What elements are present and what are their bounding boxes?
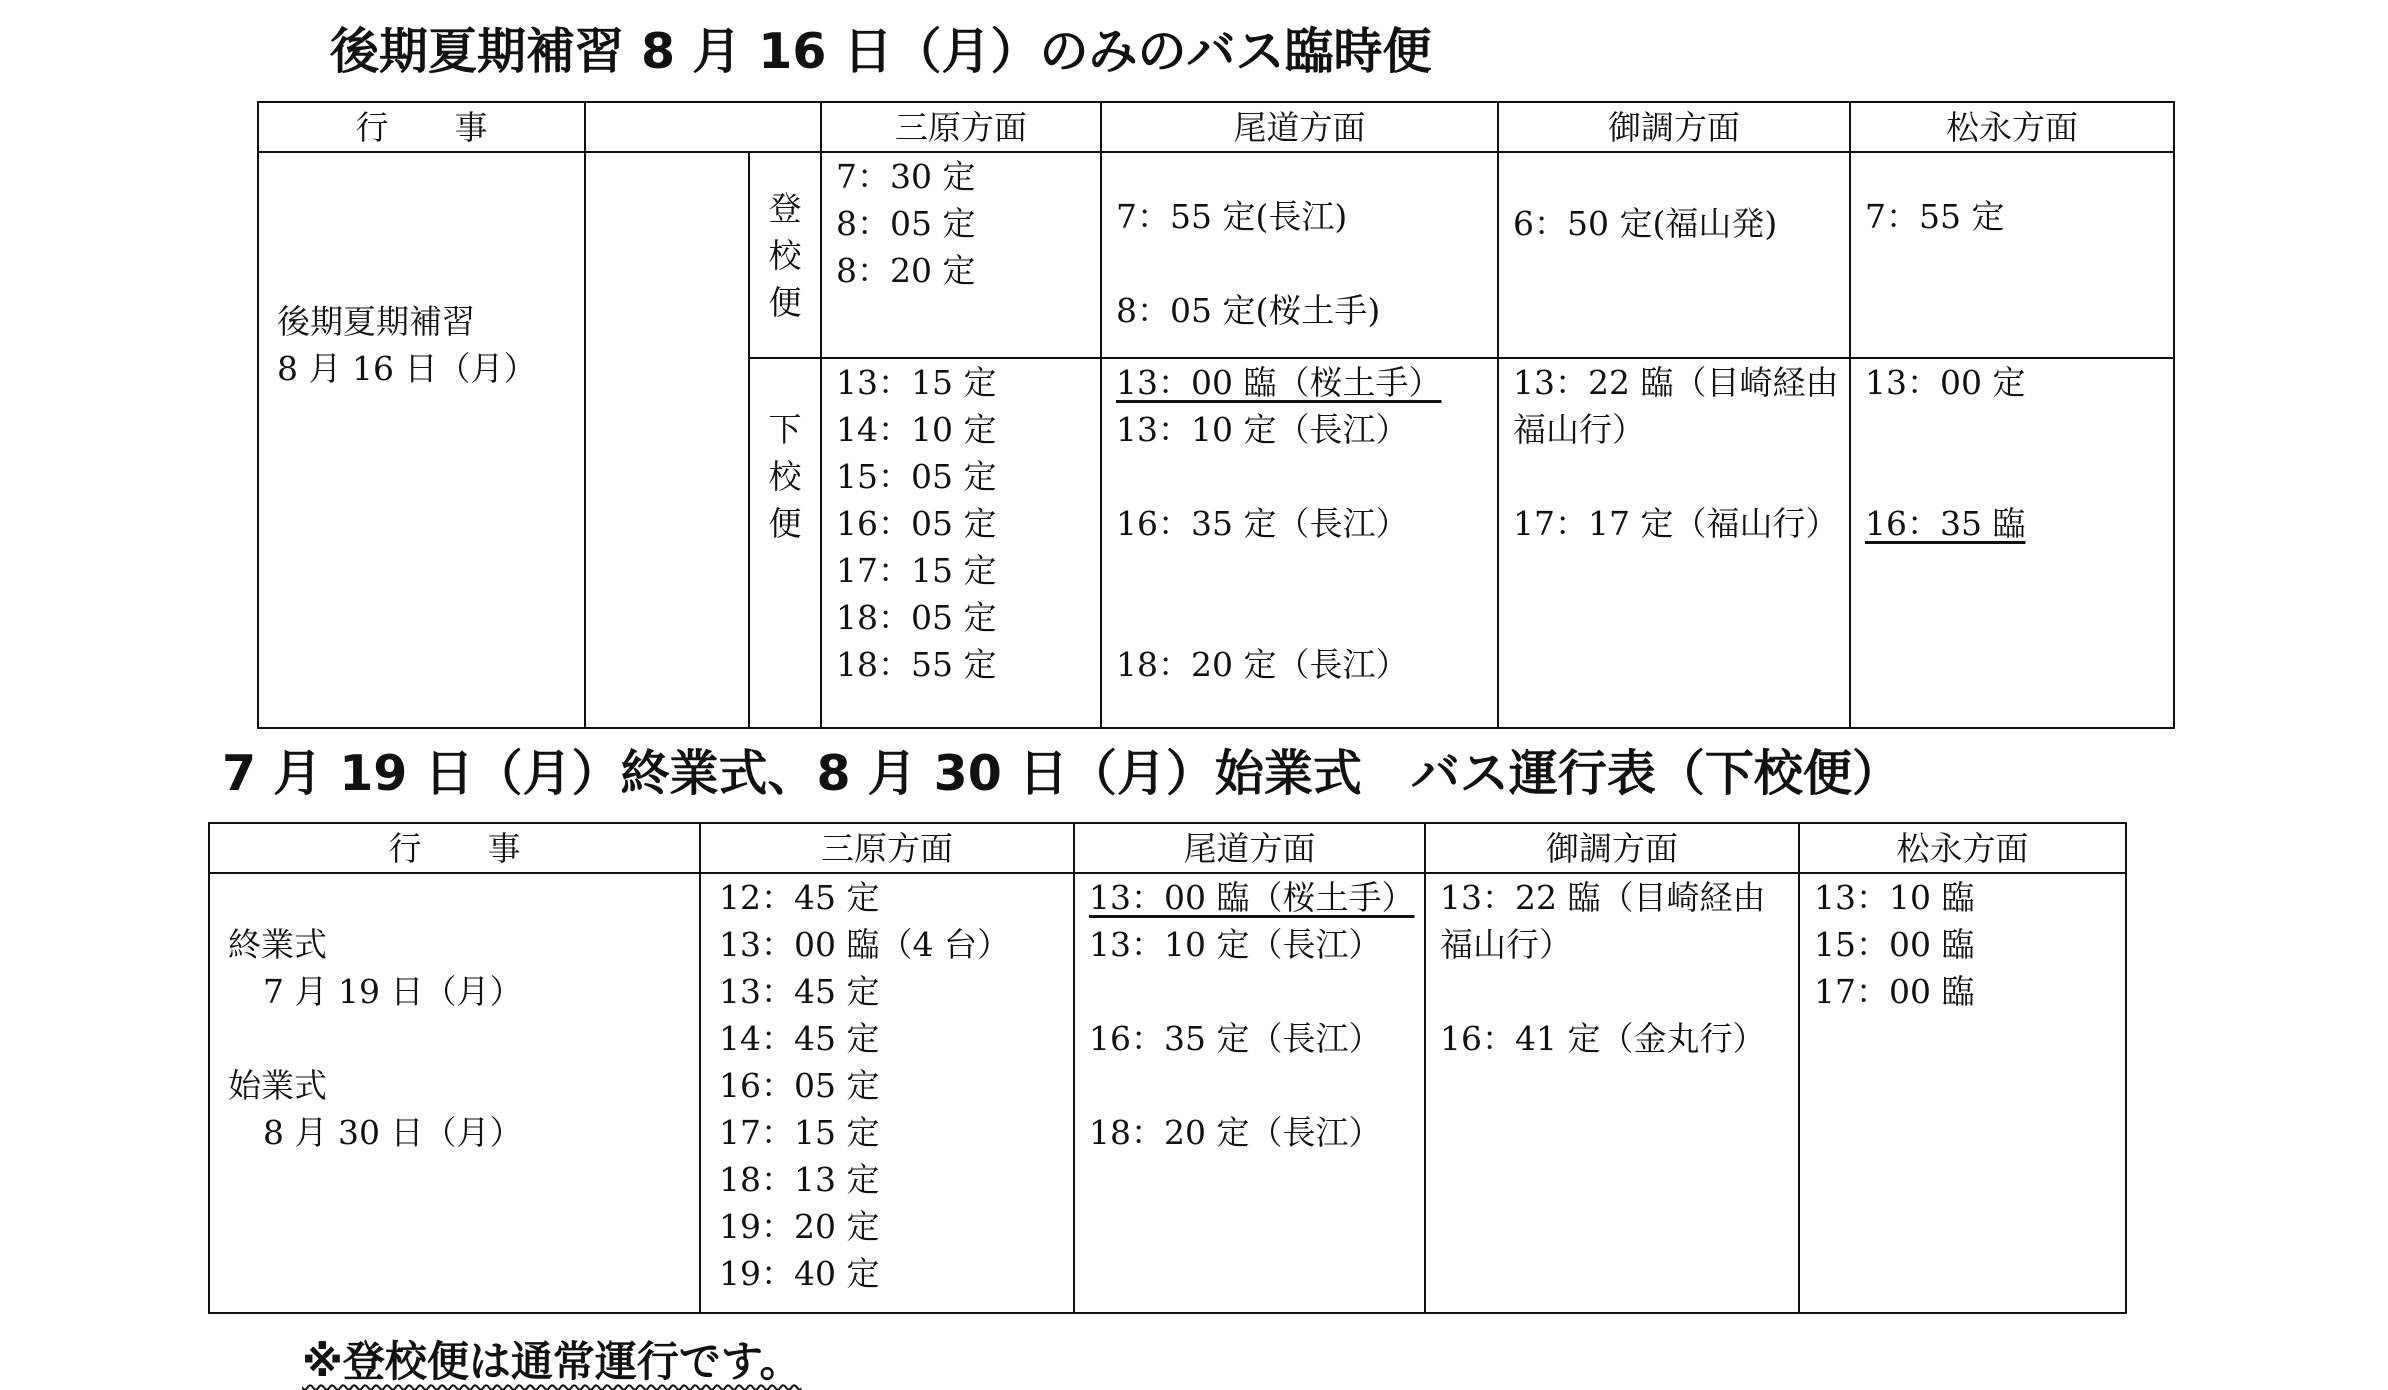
time-entry: 18：55 定 (836, 645, 997, 684)
outbound-mitsugi-cell (1498, 358, 1850, 728)
event-date-closing: 7 月 19 日（月） (263, 972, 523, 1011)
event-date-opening: 8 月 30 日（月） (263, 1113, 523, 1152)
time-entry: 13：22 臨（目崎経由 (1513, 363, 1839, 402)
time-entry: 17：17 定（福山行） (1513, 504, 1839, 543)
inbound-mitsugi-cell (1498, 152, 1850, 358)
header-onomichi: 尾道方面 (1101, 102, 1498, 152)
outbound-label (749, 358, 821, 728)
time-entry: 17：15 定 (719, 1113, 880, 1152)
spacer (1116, 240, 1483, 287)
time-entry: 15：05 定 (836, 457, 997, 496)
time-entry: 13：00 臨（4 台） (719, 925, 1010, 964)
spacer (228, 874, 685, 921)
outbound-mihara-cell (821, 358, 1101, 728)
spacer (1089, 968, 1410, 1015)
time-entry: 17：00 臨 (1814, 972, 1975, 1011)
time-entry: 12：45 定 (719, 878, 880, 917)
spacer (1116, 453, 1483, 500)
time-entry: 6：50 定(福山発) (1513, 204, 1778, 243)
time-entry: 19：40 定 (719, 1254, 880, 1293)
table1-header-row (258, 102, 2174, 152)
header-mitsugi: 御調方面 (1425, 823, 1799, 873)
time-entry: 18：13 定 (719, 1160, 880, 1199)
time-entry: 13：10 臨 (1814, 878, 1975, 917)
spacer (1865, 453, 2159, 500)
event-name-opening: 始業式 (228, 1066, 327, 1105)
outbound-label-char: 下 (768, 410, 802, 449)
footer-note: ※登校便は通常運行です。 (302, 1337, 802, 1386)
inbound-row (258, 152, 2174, 358)
event-name-closing: 終業式 (228, 925, 327, 964)
time-entry: 13：15 定 (836, 363, 997, 402)
time-entry: 19：20 定 (719, 1207, 880, 1246)
event-date: 8 月 16 日（月） (277, 349, 537, 388)
time-entry: 7：30 定 (836, 157, 976, 196)
inbound-matsunaga-cell (1850, 152, 2174, 358)
inbound-onomichi-cell (1101, 152, 1498, 358)
inbound-label-char: 校 (768, 235, 802, 275)
spacer (1116, 594, 1483, 641)
header-mihara: 三原方面 (821, 102, 1101, 152)
time-entry: 8：05 定(桜土手) (1116, 291, 1381, 330)
time-entry: 16：35 定（長江） (1089, 1019, 1382, 1058)
time-entry: 16：05 定 (719, 1066, 880, 1105)
time-entry: 7：55 定(長江) (1116, 197, 1348, 236)
mitsugi-cell (1425, 873, 1799, 1313)
time-entry: 8：05 定 (836, 204, 976, 243)
spacer (1116, 547, 1483, 594)
time-entry-temporary: 16：35 臨 (1865, 504, 2026, 543)
time-entry-temporary: 13：00 臨（桜土手） (1089, 878, 1415, 917)
time-entry: 14：45 定 (719, 1019, 880, 1058)
event-name: 後期夏期補習 (277, 302, 475, 341)
time-entry: 18：20 定（長江） (1116, 645, 1409, 684)
spacer (1513, 453, 1835, 500)
time-entry: 17：15 定 (836, 551, 997, 590)
bus-table-ceremony (208, 822, 2127, 1314)
inbound-mihara-cell (821, 152, 1101, 358)
time-entry: 13：00 定 (1865, 363, 2026, 402)
header-event: 行 事 (209, 823, 700, 873)
time-entry: 13：10 定（長江） (1089, 925, 1382, 964)
header-event: 行 事 (258, 102, 585, 152)
time-entry: 13：45 定 (719, 972, 880, 1011)
event-cell (209, 873, 700, 1313)
table1-title: 後期夏期補習 8 月 16 日（月）のみのバス臨時便 (330, 23, 1432, 80)
time-entry: 16：35 定（長江） (1116, 504, 1409, 543)
spacer (1440, 968, 1784, 1015)
header-mihara: 三原方面 (700, 823, 1074, 873)
time-entry: 16：05 定 (836, 504, 997, 543)
header-blank (585, 102, 821, 152)
outbound-label-char: 便 (768, 504, 802, 543)
time-entry: 7：55 定 (1865, 197, 2005, 236)
bus-table-summer-session (257, 101, 2175, 729)
onomichi-cell (1074, 873, 1425, 1313)
table2-header-row (209, 823, 2126, 873)
outbound-label-char: 校 (768, 457, 802, 496)
spacer (1089, 1062, 1410, 1109)
outbound-matsunaga-cell (1850, 358, 2174, 728)
mihara-cell (700, 873, 1074, 1313)
inbound-label-char: 便 (768, 282, 802, 322)
spacer (228, 1015, 685, 1062)
header-mitsugi: 御調方面 (1498, 102, 1850, 152)
header-matsunaga: 松永方面 (1850, 102, 2174, 152)
spacer (1865, 406, 2159, 453)
time-entry: 16：41 定（金丸行） (1440, 1019, 1766, 1058)
matsunaga-cell (1799, 873, 2126, 1313)
time-entry: 福山行） (1440, 925, 1572, 964)
time-entry: 18：20 定（長江） (1089, 1113, 1382, 1152)
time-entry: 14：10 定 (836, 410, 997, 449)
blank-cell (585, 152, 749, 728)
inbound-label (749, 152, 821, 358)
time-entry: 13：22 臨（目崎経由 (1440, 878, 1766, 917)
header-onomichi: 尾道方面 (1074, 823, 1425, 873)
time-entry: 13：10 定（長江） (1116, 410, 1409, 449)
header-matsunaga: 松永方面 (1799, 823, 2126, 873)
time-entry: 15：00 臨 (1814, 925, 1975, 964)
time-entry: 18：05 定 (836, 598, 997, 637)
inbound-label-char: 登 (768, 188, 802, 228)
time-entry: 福山行） (1513, 410, 1645, 449)
outbound-onomichi-cell (1101, 358, 1498, 728)
table2-body-row (209, 873, 2126, 1313)
time-entry: 8：20 定 (836, 251, 976, 290)
event-cell (258, 152, 585, 728)
time-entry-temporary: 13：00 臨（桜土手） (1116, 363, 1442, 402)
table2-title: 7 月 19 日（月）終業式、8 月 30 日（月）始業式 バス運行表（下校便） (222, 745, 1901, 802)
